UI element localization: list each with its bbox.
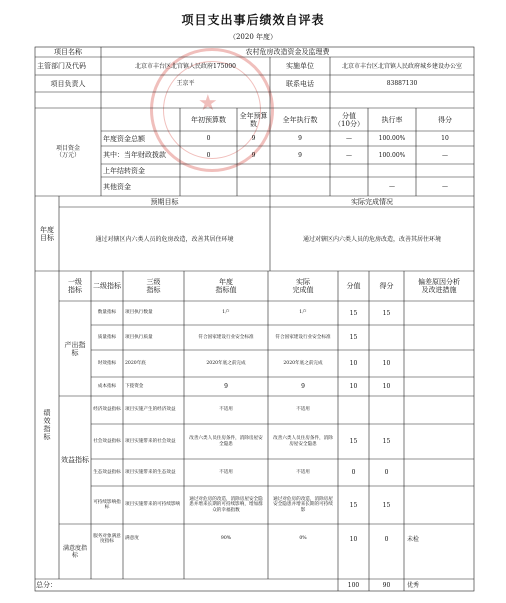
indicator-l3: 2020年底 bbox=[125, 360, 146, 366]
indicator-score: 10 bbox=[349, 383, 358, 390]
indicator-target: 符合国家建设行业安全标准 bbox=[198, 334, 254, 340]
goal-actual-header: 实际完成情况 bbox=[351, 197, 393, 206]
indicator-l2: 时效指标 bbox=[97, 360, 117, 366]
leader-value: 王京平 bbox=[176, 80, 195, 87]
indicator-actual: 改善六类人员住房条件，消除房屋安全隐患 bbox=[273, 436, 333, 447]
unit-value: 北京市丰台区北宫镇人民政府城乡建设办公室 bbox=[341, 62, 462, 70]
indicator-header-cell: 三级 指标 bbox=[146, 278, 161, 294]
indicator-l2: 质量指标 bbox=[97, 334, 117, 340]
indicator-score: 0 bbox=[351, 469, 356, 476]
dept-label: 主管部门及代码 bbox=[37, 62, 86, 70]
funds-cell: — bbox=[346, 151, 352, 159]
funds-cell: — bbox=[346, 135, 352, 142]
indicator-l2: 数量指标 bbox=[97, 310, 117, 316]
indicator-actual: 不适用 bbox=[296, 469, 310, 475]
indicator-got: 0 bbox=[384, 535, 389, 543]
funds-row-label: 上年结转资金 bbox=[103, 166, 145, 175]
total-got: 90 bbox=[382, 581, 391, 589]
funds-cell: — bbox=[442, 151, 448, 159]
indicator-got: 15 bbox=[382, 309, 391, 317]
indicator-l3: 项目实施带来的可持续影响 bbox=[125, 502, 181, 508]
indicator-l3: 项目实施带来的生态效益 bbox=[125, 469, 176, 475]
total-score: 100 bbox=[347, 581, 360, 589]
funds-row-label: 其中：当年财政拨款 bbox=[103, 151, 166, 159]
indicator-header-cell: 年度 指标值 bbox=[215, 278, 237, 294]
seal-stamp: ★ bbox=[150, 48, 274, 172]
indicator-l3: 满意度 bbox=[125, 536, 139, 542]
leader-label: 项目负责人 bbox=[50, 79, 86, 88]
goal-label: 年度 目标 bbox=[40, 225, 54, 242]
indicator-target: 90% bbox=[220, 536, 232, 542]
indicator-actual: 符合国家建设行业安全标准 bbox=[275, 334, 331, 340]
indicator-score: 15 bbox=[349, 438, 358, 445]
funds-cell: 9 bbox=[251, 151, 256, 159]
indicator-l3: 下拨资金 bbox=[125, 383, 144, 389]
funds-label: 项目资金 （万元） bbox=[55, 145, 80, 159]
indicator-target: 不适用 bbox=[219, 407, 233, 413]
indicator-actual: 1户 bbox=[299, 310, 307, 316]
indicator-header-cell: 二级指标 bbox=[93, 282, 121, 290]
funds-cell: — bbox=[389, 183, 395, 190]
indicator-target: 通过对危房的改造，消除房屋安全隐患并增来长期的可持续影响，增加群众的幸福指数 bbox=[189, 496, 263, 513]
indicator-header-cell: 分值 bbox=[346, 282, 361, 290]
indicator-actual: 0% bbox=[299, 536, 307, 542]
total-label: 总分： bbox=[36, 581, 57, 589]
indicator-score: 10 bbox=[349, 535, 358, 543]
indicator-header-cell: 偏差原因分析 及改进措施 bbox=[418, 278, 460, 294]
indicator-target: 不适用 bbox=[219, 469, 233, 475]
indicator-score: 10 bbox=[349, 360, 358, 367]
funds-header-cell: 全年预算数 bbox=[239, 111, 268, 128]
funds-cell: 10 bbox=[441, 135, 449, 142]
indicator-score: 15 bbox=[349, 501, 358, 509]
indicator-got: 10 bbox=[382, 360, 391, 367]
indicator-actual: 2020年底之前完成 bbox=[283, 360, 323, 366]
indicator-l3: 项目执行数量 bbox=[125, 310, 153, 316]
funds-cell: 100.00% bbox=[378, 135, 406, 142]
indicator-note: 未检 bbox=[407, 535, 420, 543]
funds-row-label: 其他资金 bbox=[103, 182, 131, 191]
indicator-got: 10 bbox=[382, 383, 391, 390]
page-subtitle: （2020 年度） bbox=[228, 33, 278, 41]
indicator-actual: 不适用 bbox=[296, 407, 310, 413]
unit-label: 实施单位 bbox=[286, 62, 314, 70]
indicator-score: 15 bbox=[349, 309, 358, 317]
indicator-l2: 社会效益指标 bbox=[93, 438, 121, 444]
indicator-got: 0 bbox=[384, 469, 389, 476]
indicator-group-benefit: 效益指标 bbox=[61, 456, 89, 464]
indicator-header-cell: 一级 指标 bbox=[68, 278, 82, 294]
phone-label: 联系电话 bbox=[286, 79, 314, 88]
indicator-l3: 项目实施带来的社会效益 bbox=[125, 438, 176, 444]
indicator-l3: 项目实施产生的经济效益 bbox=[125, 407, 176, 413]
indicator-got: 15 bbox=[382, 438, 391, 445]
funds-header-cell: 年初预算数 bbox=[191, 115, 226, 124]
indicator-score: 15 bbox=[349, 334, 358, 341]
indicator-group-satisfaction: 满意度指 标 bbox=[62, 544, 87, 559]
indicator-l2: 可持续影响指标 bbox=[93, 499, 121, 510]
indicator-group-output: 产出指 标 bbox=[64, 340, 86, 357]
funds-cell: 9 bbox=[298, 135, 302, 142]
indicator-target: 改善六类人员住房条件，消除房屋安全隐患 bbox=[189, 436, 263, 447]
indicator-header-cell: 实际 完成值 bbox=[292, 278, 314, 294]
indicator-got: 15 bbox=[382, 501, 391, 509]
funds-cell: 0 bbox=[206, 135, 211, 142]
project-name-value: 农村危房改造资金及监理费 bbox=[245, 48, 330, 56]
total-grade: 优秀 bbox=[407, 581, 420, 589]
indicator-header-cell: 得分 bbox=[379, 282, 394, 290]
funds-cell: 9 bbox=[251, 135, 256, 142]
indicator-l3: 项目执行质量 bbox=[125, 334, 153, 340]
funds-cell: 0 bbox=[206, 151, 211, 159]
indicator-l2: 经济效益指标 bbox=[93, 407, 121, 413]
funds-header-cell: 全年执行数 bbox=[282, 115, 318, 124]
indicator-target: 2020年底之前完成 bbox=[206, 360, 246, 366]
phone-value: 83887130 bbox=[386, 80, 418, 87]
indicator-actual: 9 bbox=[301, 383, 305, 390]
funds-header-cell: 执行率 bbox=[381, 115, 403, 124]
indicator-l2: 成本指标 bbox=[97, 383, 117, 389]
indicator-l2: 服务对象满意度指标 bbox=[93, 533, 121, 544]
funds-cell: — bbox=[442, 183, 448, 190]
page-title: 项目支出事后绩效自评表 bbox=[181, 13, 325, 27]
goal-actual-value: 通过对辖区内六类人员的危房改造，改善其居住环境 bbox=[302, 235, 441, 243]
dept-value: 北京市丰台区北宫镇人民政府175000 bbox=[135, 62, 236, 70]
funds-header-cell: 得分 bbox=[438, 115, 452, 124]
funds-header-cell: 分值 （10分） bbox=[334, 111, 364, 128]
indicator-target: 1户 bbox=[222, 310, 230, 316]
indicator-l2: 生态效益指标 bbox=[93, 469, 121, 475]
funds-cell: 9 bbox=[298, 151, 302, 159]
indicator-actual: 通过对危房的改造，消除房屋安全隐患并增来长期的可持续影 bbox=[273, 496, 333, 513]
goal-expected-value: 通过对辖区内六类人员的危房改造，改善其居住环境 bbox=[95, 235, 234, 243]
goal-expected-header: 预期目标 bbox=[150, 197, 179, 206]
funds-cell: 100.00% bbox=[378, 151, 406, 159]
funds-row-label: 年度资金总额 bbox=[103, 134, 145, 143]
indicators-section-label: 绩 效 指 标 bbox=[43, 409, 51, 441]
indicator-target: 9 bbox=[224, 383, 228, 390]
project-name-label: 项目名称 bbox=[54, 48, 82, 56]
